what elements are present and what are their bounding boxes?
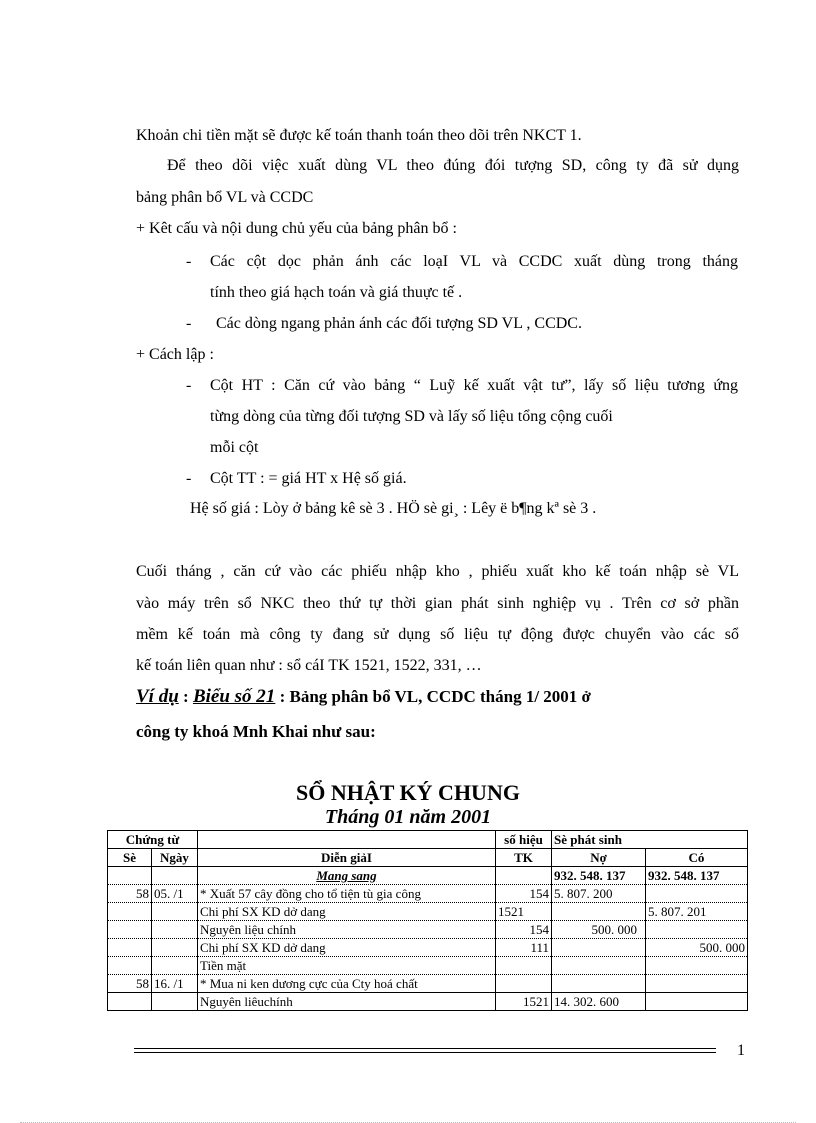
cell-tk: 1521: [496, 993, 552, 1011]
cell-diengiai: Tiền mặt: [198, 957, 496, 975]
bullet-line: từng dòng của từng đối tượng SD và lấy số liệu tổng cộng cuối: [210, 408, 613, 425]
cell-tk: 154: [496, 885, 552, 903]
journal-subtitle: Tháng 01 năm 2001: [324, 806, 492, 828]
cell-se: 58: [108, 975, 152, 993]
footer-rule: [134, 1052, 716, 1053]
table-header-row: [108, 831, 748, 849]
example-text-2: công ty khoá Mnh Khai như sau:: [136, 722, 376, 741]
header-sephatsinh: Sè phát sinh: [552, 831, 748, 849]
cell-diengiai: * Xuất 57 cây đồng cho tổ tiện tù gia công: [198, 885, 496, 903]
cell-co: [646, 957, 748, 975]
bullet-dash: -: [186, 377, 192, 394]
cell-ngay: [152, 921, 198, 939]
bullet-line: Cột HT : Căn cứ vào bảng “ Luỹ kế xuất vật tư”, lấy số liệu tương ứng: [210, 377, 738, 394]
bullet-line: Các cột dọc phản ánh các loạI VL và CCDC xuất dùng trong tháng: [210, 253, 738, 270]
cell-no: [552, 975, 646, 993]
table-row: [108, 939, 748, 957]
paragraph-line: + Cách lập :: [136, 346, 214, 363]
cell-co: 932. 548. 137: [646, 867, 748, 885]
header-ngay: Ngày: [152, 849, 198, 867]
example-text: : Bảng phân bổ VL, CCDC tháng 1/ 2001 ở: [275, 687, 591, 706]
table-row: [108, 903, 748, 921]
cell-ngay: 16. /1: [152, 975, 198, 993]
footer-rule: [134, 1048, 716, 1049]
bullet-line: mỗi cột: [210, 439, 259, 456]
cell-tk: [496, 957, 552, 975]
cell-no: [552, 939, 646, 957]
cell-ngay: [152, 993, 198, 1011]
header-diengiai: Diễn giảI: [198, 849, 496, 867]
paragraph-line: bảng phân bổ VL và CCDC: [136, 189, 314, 206]
bullet-line: tính theo giá hạch toán và giá thuực tế .: [210, 284, 463, 301]
example-colon: :: [178, 687, 193, 706]
cell-ngay: [152, 957, 198, 975]
cell-tk: [496, 975, 552, 993]
header-se: Sè: [108, 849, 152, 867]
paragraph-line: Hệ số giá : Lòy ở bảng kê sè 3 . HÖ sè gi¸ : Lêy ë b¶ng kª sè 3 .: [190, 500, 597, 517]
cell-diengiai: Mang sang: [198, 867, 496, 885]
cell-co: [646, 993, 748, 1011]
cell-no: 14. 302. 600: [552, 993, 646, 1011]
cell-ngay: [152, 867, 198, 885]
cell-se: [108, 903, 152, 921]
cell-co: [646, 921, 748, 939]
header-co: Có: [646, 849, 748, 867]
header-no: Nợ: [552, 849, 646, 867]
cell-co: [646, 885, 748, 903]
cell-diengiai: * Mua ni ken dương cực của Cty hoá chất: [198, 975, 496, 993]
paragraph-line: Cuối tháng , căn cứ vào các phiếu nhập kho , phiếu xuất kho kế toán nhập sè VL: [136, 563, 739, 580]
cell-se: [108, 957, 152, 975]
bullet-dash: -: [186, 470, 192, 487]
table-row: [108, 957, 748, 975]
header-blank: [198, 831, 496, 849]
cell-diengiai: Nguyên liệu chính: [198, 921, 496, 939]
bullet-dash: -: [186, 253, 192, 270]
header-tk: TK: [496, 849, 552, 867]
table-row: [108, 885, 748, 903]
cell-tk: 111: [496, 939, 552, 957]
example-heading: [136, 686, 591, 708]
bullet-dash: -: [186, 315, 192, 332]
cell-se: [108, 867, 152, 885]
cell-no: [552, 903, 646, 921]
cell-no: 932. 548. 137: [552, 867, 646, 885]
cell-tk: 154: [496, 921, 552, 939]
cell-no: 500. 000: [552, 921, 646, 939]
cell-ngay: 05. /1: [152, 885, 198, 903]
cell-se: [108, 993, 152, 1011]
cell-co: [646, 975, 748, 993]
bullet-line: Cột TT : = giá HT x Hệ số giá.: [210, 470, 407, 487]
cell-co: 5. 807. 201: [646, 903, 748, 921]
cell-no: [552, 957, 646, 975]
table-row: [108, 921, 748, 939]
table-row: [108, 867, 748, 885]
cell-diengiai: Nguyên liêuchính: [198, 993, 496, 1011]
cell-co: 500. 000: [646, 939, 748, 957]
cell-no: 5. 807. 200: [552, 885, 646, 903]
page-number: 1: [737, 1042, 745, 1059]
cell-diengiai: Chi phí SX KD dở dang: [198, 903, 496, 921]
header-sohieu: số hiệu: [496, 831, 552, 849]
paragraph-line: Để theo dõi việc xuất dùng VL theo đúng đói tượng SD, công ty đã sử dụng: [167, 157, 739, 174]
cell-se: [108, 939, 152, 957]
example-label: Ví dụ: [136, 686, 179, 707]
cell-ngay: [152, 939, 198, 957]
bieu-label: Biểu số 21: [192, 686, 276, 707]
journal-title: SỔ NHẬT KÝ CHUNG: [296, 780, 520, 805]
cell-se: 58: [108, 885, 152, 903]
cell-tk: [496, 867, 552, 885]
header-chungtu: Chứng từ: [108, 831, 198, 849]
journal-table: [107, 830, 748, 1011]
table-row: [108, 975, 748, 993]
table-header-row: [108, 849, 748, 867]
cell-tk: 1521: [496, 903, 552, 921]
paragraph-line: vào máy trên sổ NKC theo thứ tự thời gian phát sinh nghiệp vụ . Trên cơ sở phần: [136, 595, 739, 612]
cell-ngay: [152, 903, 198, 921]
paragraph-line: Khoản chi tiền mặt sẽ được kế toán thanh toán theo dõi trên NKCT 1.: [136, 127, 582, 144]
bullet-line: Các dòng ngang phản ánh các đối tượng SD VL , CCDC.: [216, 315, 582, 332]
cell-diengiai: Chi phí SX KD dở dang: [198, 939, 496, 957]
paragraph-line: + Kêt cấu và nội dung chủ yếu của bảng phân bổ :: [136, 220, 457, 237]
cell-se: [108, 921, 152, 939]
paragraph-line: mềm kế toán mà công ty đang sử dụng số liệu tự động được chuyển vào các sổ: [136, 626, 739, 643]
table-row: [108, 993, 748, 1011]
paragraph-line: kế toán liên quan như : sổ cáI TK 1521, 1522, 331, …: [136, 657, 482, 674]
